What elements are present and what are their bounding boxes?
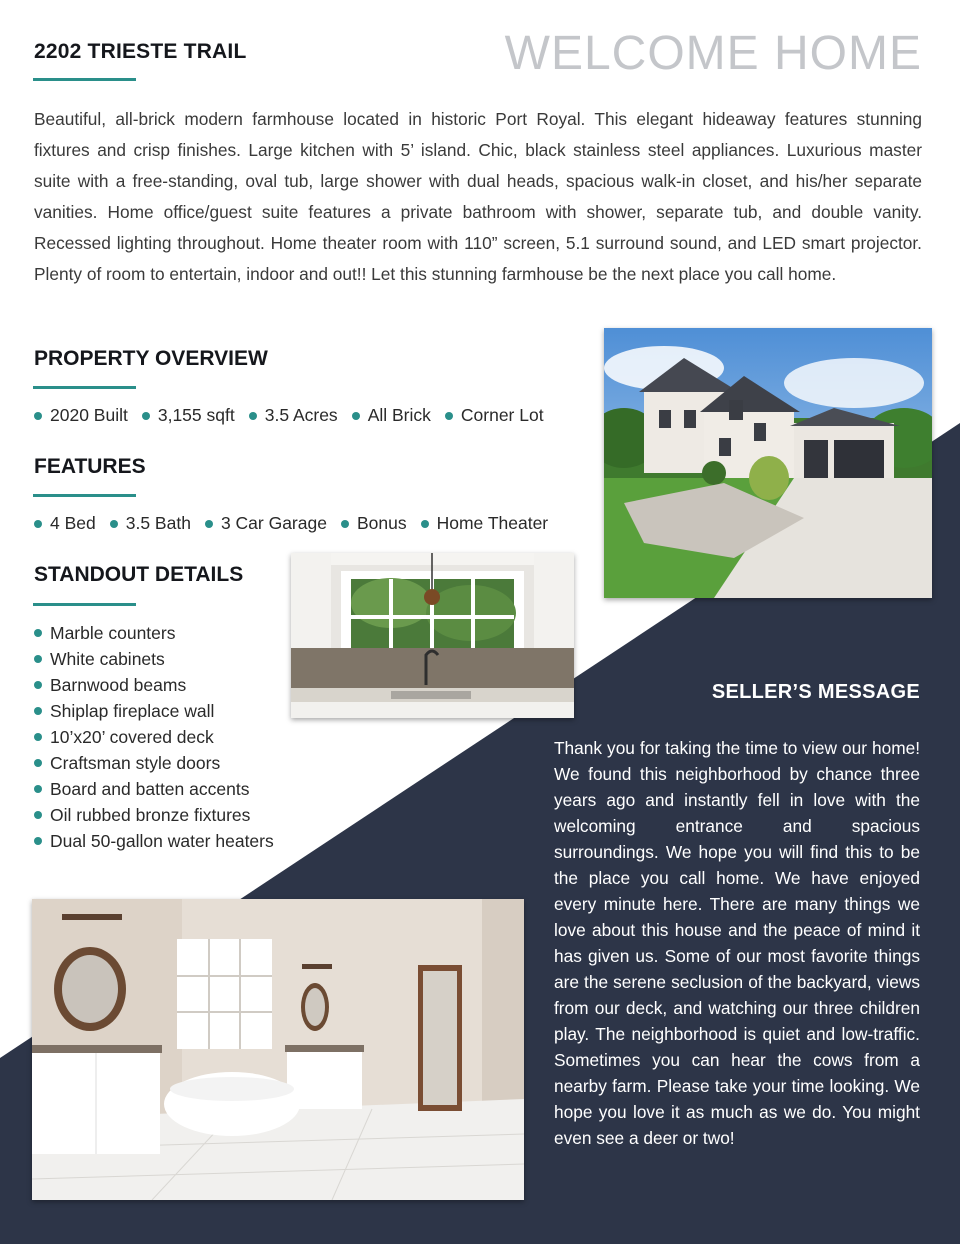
bullet-dot-icon — [205, 520, 213, 528]
list-item: Board and batten accents — [34, 776, 274, 802]
bullet-dot-icon — [34, 629, 42, 637]
bullet-dot-icon — [34, 785, 42, 793]
bullet-dot-icon — [34, 520, 42, 528]
property-description: Beautiful, all-brick modern farmhouse located in historic Port Royal. This elegant hideaway features stunning fixtures and crisp finishes. Large kitchen with 5’ island. Chic, black stainless steel appliances. Luxurious master suite with a free-standing, oval tub, large shower with dual heads, spacious walk-in closet, and his/her separate vanities. Home office/guest suite features a private bathroom with shower, separate tub, and double vanity. Recessed lighting throughout. Home theater room with 110” screen, 5.1 surround sound, and LED smart projector. Plenty of room to entertain, indoor and out!! Let this stunning farmhouse be the next place you call home. — [34, 109, 922, 285]
feature-item: Home Theater — [421, 513, 549, 534]
standout-details-heading: STANDOUT DETAILS — [34, 563, 244, 586]
list-item: Marble counters — [34, 620, 274, 646]
bullet-dot-icon — [34, 733, 42, 741]
overview-item: 3,155 sqft — [142, 405, 235, 426]
sellers-message-text: Thank you for taking the time to view our home! We found this neighborhood by chance three years ago and instantly fell in love with the welcoming entrance and spacious surroundings. We hope you will find this to be the place you call home. We have enjoyed every minute here. There are many things we love about this house and the peace of mind it has given us. Some of our most favorite things are the serene seclusion of the backyard, views from our deck, and watching our three children play. The neighborhood is quiet and low-traffic. Sometimes you can hear the cows from a nearby farm. Please take your time looking. We hope you love it as much as we do. You might even see a deer or two! — [554, 738, 920, 1148]
property-address: 2202 TRIESTE TRAIL — [34, 40, 247, 63]
bullet-dot-icon — [34, 681, 42, 689]
list-item: Craftsman style doors — [34, 750, 274, 776]
list-item: 10’x20’ covered deck — [34, 724, 274, 750]
property-overview-heading: PROPERTY OVERVIEW — [34, 347, 268, 370]
standout-details-list — [34, 620, 274, 854]
feature-item: Bonus — [341, 513, 407, 534]
bullet-dot-icon — [352, 412, 360, 420]
features-list — [34, 513, 548, 534]
bullet-dot-icon — [34, 707, 42, 715]
bullet-dot-icon — [34, 837, 42, 845]
features-heading: FEATURES — [34, 455, 146, 478]
sellers-message-heading: SELLER’S MESSAGE — [711, 681, 920, 703]
standout-accent-line — [33, 603, 136, 606]
list-item: Dual 50-gallon water heaters — [34, 828, 274, 854]
house-exterior-photo — [604, 328, 932, 598]
feature-item: 4 Bed — [34, 513, 96, 534]
list-item: Barnwood beams — [34, 672, 274, 698]
bullet-dot-icon — [142, 412, 150, 420]
list-item: Shiplap fireplace wall — [34, 698, 274, 724]
bullet-dot-icon — [110, 520, 118, 528]
overview-item: Corner Lot — [445, 405, 544, 426]
kitchen-window-photo — [291, 553, 574, 718]
features-accent-line — [33, 494, 136, 497]
welcome-headline: WELCOME HOME — [504, 27, 922, 80]
bullet-dot-icon — [341, 520, 349, 528]
bullet-dot-icon — [34, 811, 42, 819]
list-item: White cabinets — [34, 646, 274, 672]
feature-item: 3.5 Bath — [110, 513, 191, 534]
overview-item: 2020 Built — [34, 405, 128, 426]
bullet-dot-icon — [249, 412, 257, 420]
overview-item: All Brick — [352, 405, 431, 426]
property-overview-list — [34, 405, 544, 426]
feature-item: 3 Car Garage — [205, 513, 327, 534]
bullet-dot-icon — [34, 759, 42, 767]
overview-item: 3.5 Acres — [249, 405, 338, 426]
overview-accent-line — [33, 386, 136, 389]
address-accent-line — [33, 78, 136, 81]
bullet-dot-icon — [34, 655, 42, 663]
bullet-dot-icon — [421, 520, 429, 528]
list-item: Oil rubbed bronze fixtures — [34, 802, 274, 828]
bullet-dot-icon — [34, 412, 42, 420]
master-bathroom-photo — [32, 899, 524, 1200]
bullet-dot-icon — [445, 412, 453, 420]
